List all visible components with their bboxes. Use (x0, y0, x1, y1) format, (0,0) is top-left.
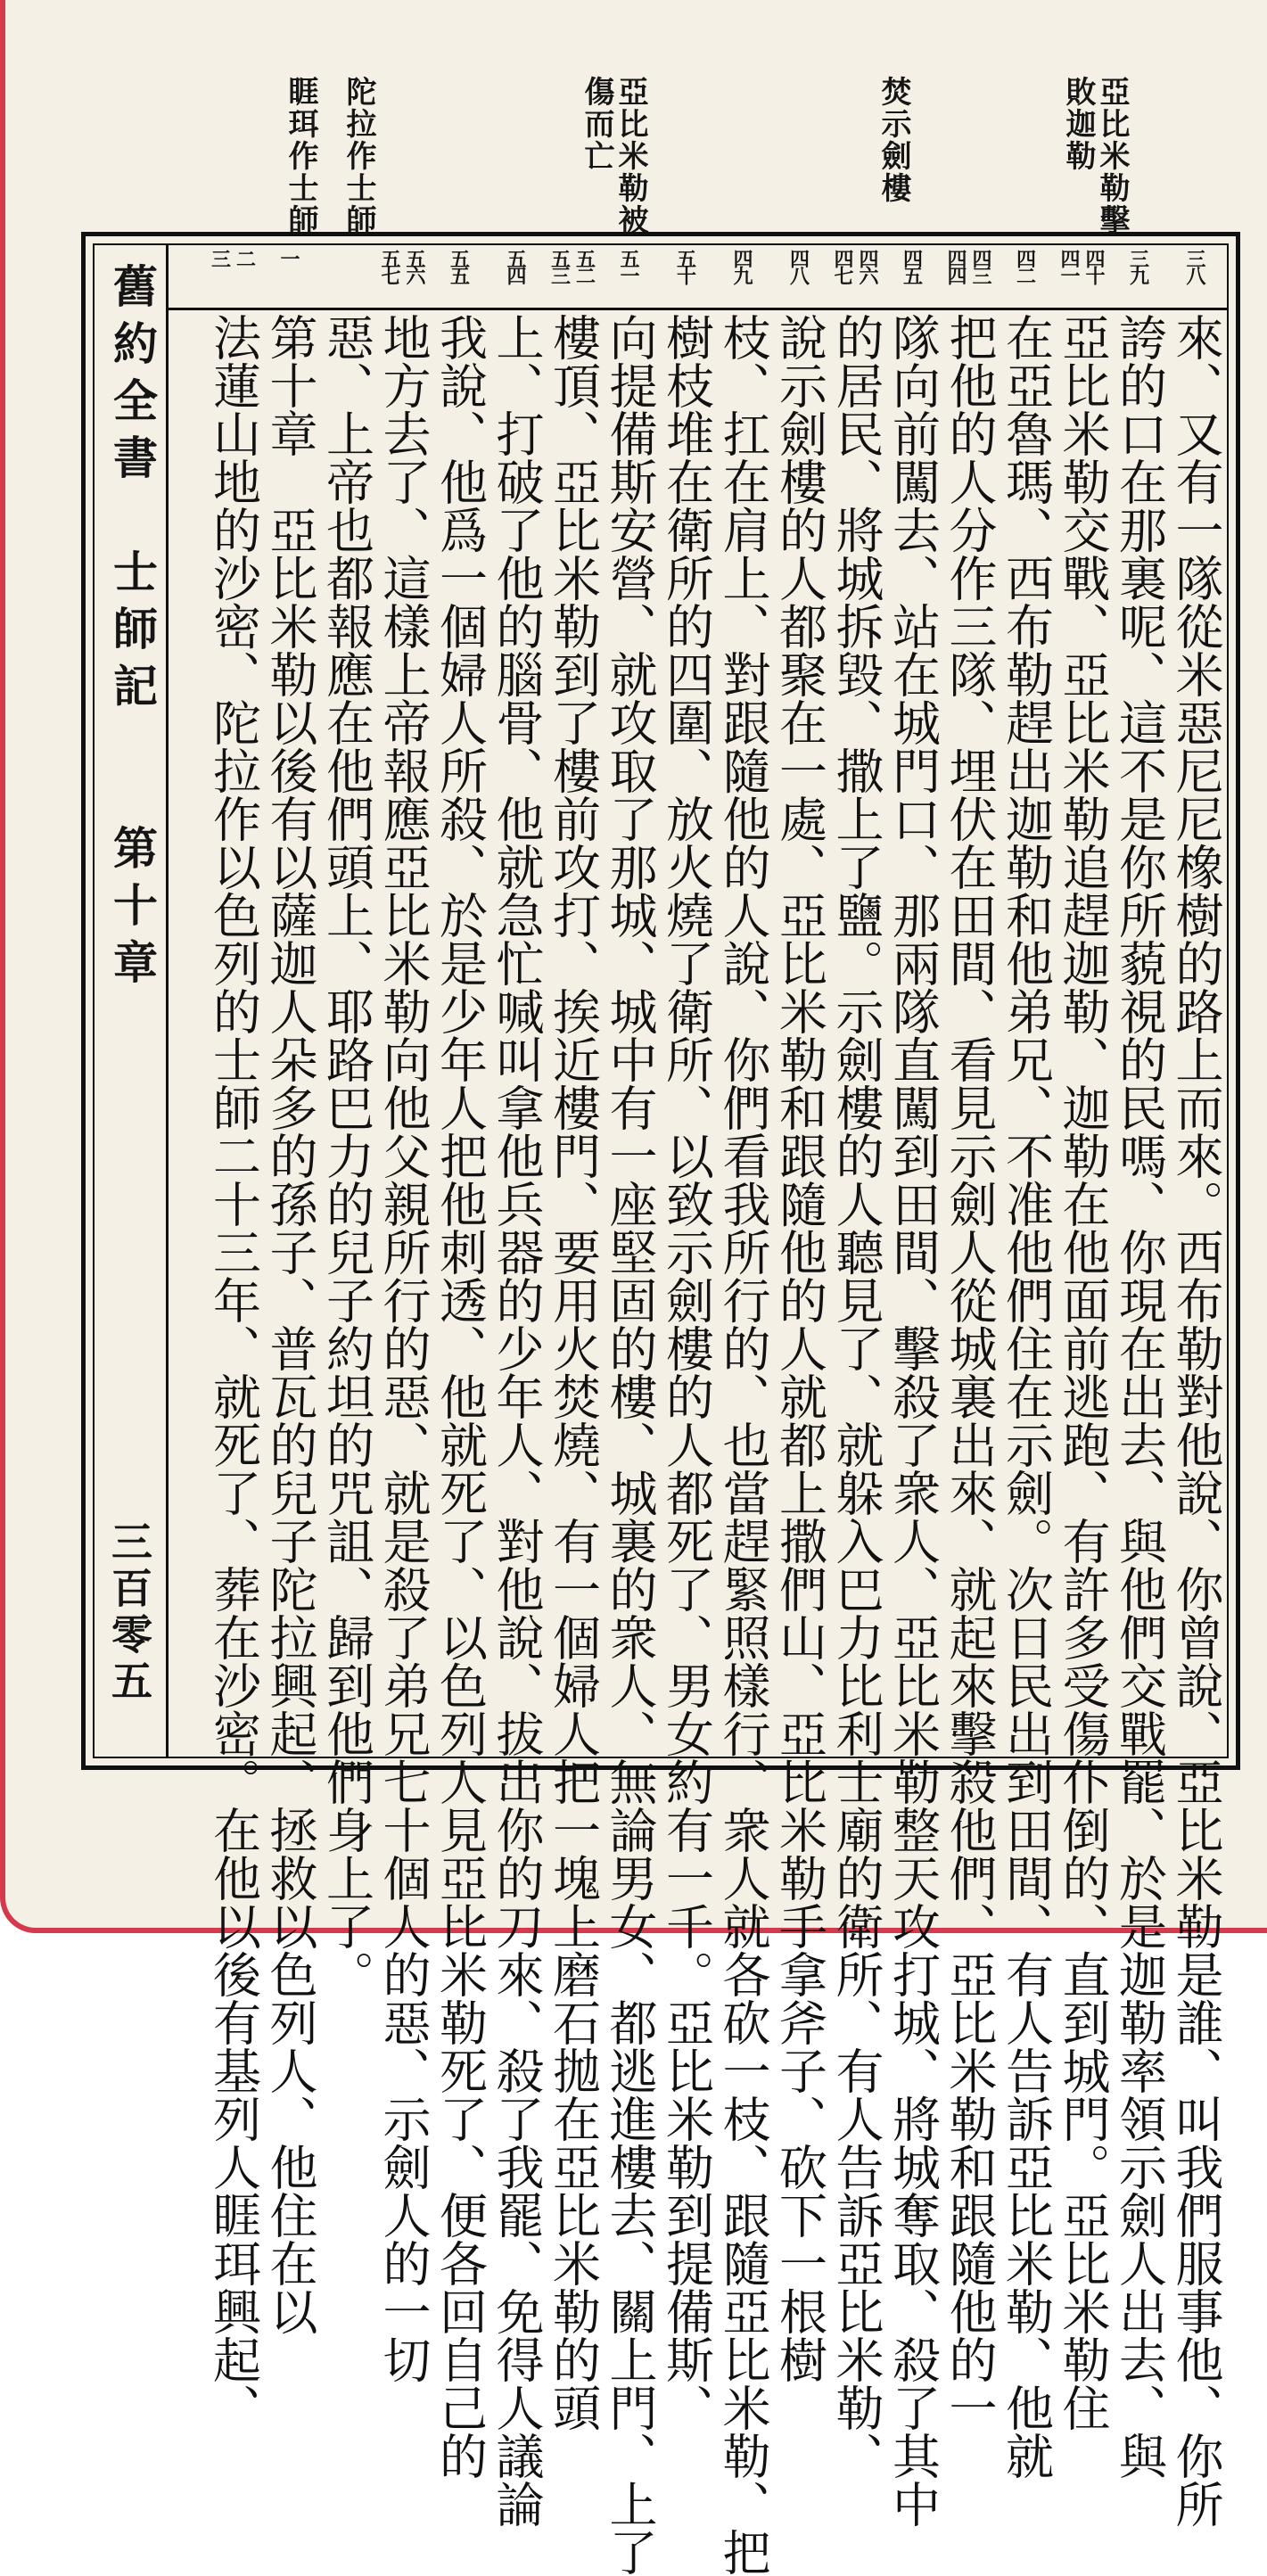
chapter-label: 第十章 (106, 825, 159, 996)
margin-note: 睚珥作士師 (283, 76, 318, 236)
text-column: 樓頂、亞比米勒到了樓前攻打、挨近樓門、要用火焚燒、有一個婦人把一塊上磨石拋在亞比米勒的頭 (545, 313, 602, 2432)
verse-number: 五四 (504, 249, 527, 283)
verse-number: 四八 (786, 249, 810, 283)
text-column: 上、打破了他的腦骨、他就急忙喊叫拿他兵器的少年人、對他說、拔出你的刀來、殺了我罷、免得人議論 (489, 313, 545, 2528)
text-column: 樹枝堆在衛所的四圍、放火燒了衛所、以致示劍樓的人都死了、男女約有一千。亞比米勒到提備斯、 (658, 313, 715, 2432)
verse-number: 四一 (1057, 249, 1081, 283)
text-frame (81, 232, 1240, 2576)
verse-number: 三八 (1183, 249, 1206, 283)
verse-number: 三九 (1126, 249, 1150, 283)
text-column: 說示劍樓的人都聚在一處、亞比米勒和跟隨他的人就都上撒們山、亞比米勒手拿斧子、砍下一根樹 (771, 313, 828, 2383)
margin-note: 亞比米勒被 傷而亡 (579, 76, 648, 236)
verse-number: 四七 (831, 249, 854, 283)
text-column: 亞比米勒交戰、亞比米勒追趕迦勒、迦勒在他面前逃跑、有許多受傷仆倒的、直到城門。亞比米勒住 (1055, 313, 1111, 2432)
margin-note: 焚示劍樓 (876, 76, 911, 204)
text-column: 在亞魯瑪、西布勒趕出迦勒和他弟兄、不准他們住在示劍。次日民出到田間、有人告訴亞比米勒、他就 (998, 313, 1055, 2480)
verse-number: 五三 (547, 249, 572, 283)
verse-number: 四十 (1082, 249, 1106, 283)
text-column: 我說、他爲一個婦人所殺、於是少年人把他刺透、他就死了、以色列人見亞比米勒死了、便各回自己的 (432, 313, 489, 2480)
running-header (95, 245, 169, 1757)
verse-number: 五五 (447, 249, 471, 283)
text-column: 的居民、將城拆毀、撒上了鹽。示劍樓的人聽見了、就躲入巴力比利士廟的衛所、有人告訴亞比米勒、 (828, 313, 884, 2480)
text-column: 第十章 亞比米勒以後有以薩迦人朵多的孫子、普瓦的兒子陀拉興起、拯救以色列人、他住在以 (262, 313, 318, 2335)
verse-number-row (166, 245, 1227, 310)
margin-notes (166, 76, 1178, 236)
verse-number: 四五 (900, 249, 924, 283)
book-name: 士師記 (106, 548, 159, 720)
text-column: 法蓮山地的沙密、陀拉作以色列的士師二十三年、就死了、葬在沙密。在他以後有基列人睚珥興起、 (205, 313, 262, 2432)
book-title: 舊約全書 (106, 263, 159, 491)
verse-number: 四六 (856, 249, 879, 283)
text-column: 來、又有一隊從米惡尼尼橡樹的路上而來。西布勒對他說、你曾說、亞比米勒是誰、叫我們服事他、你所 (1168, 313, 1224, 2528)
verse-number: 四三 (969, 249, 992, 283)
verse-number: 五一 (617, 249, 640, 283)
verse-number: 三 (208, 249, 232, 266)
verse-number: 五七 (378, 249, 401, 283)
page-number: 三百零五 (105, 1520, 153, 1706)
verse-number: 四九 (730, 249, 753, 283)
verse-number: 二 (233, 249, 257, 266)
text-column: 惡、上帝也都報應在他們頭上、耶路巴力的兒子約坦的咒詛、歸到他們身上了。 (318, 313, 375, 1998)
text-column: 把他的人分作三隊、埋伏在田間、看見示劍人從城裏出來、就起來擊殺他們、亞比米勒和跟隨他的一 (942, 313, 998, 2432)
verse-number: 五二 (572, 249, 596, 283)
verse-number: 四二 (1013, 249, 1037, 283)
text-columns (166, 308, 1227, 2576)
text-column: 誇的口在那裏呢、這不是你所藐視的民嗎、你現在出去、與他們交戰罷、於是迦勒率領示劍人出去、與 (1111, 313, 1168, 2480)
margin-note: 陀拉作士師 (341, 76, 376, 236)
verse-number: 四四 (944, 249, 967, 283)
verse-number: 五六 (403, 249, 426, 283)
text-column: 地方去了、這樣上帝報應亞比米勒向他父親所行的惡、就是殺了弟兄七十個人的惡、示劍人的一切 (375, 313, 432, 2383)
verse-number: 五十 (673, 249, 697, 283)
verse-number: 一 (277, 249, 300, 266)
text-column: 枝、扛在肩上、對跟隨他的人說、你們看我所行的、也當趕緊照樣行、衆人就各砍一枝、跟隨亞比米勒、把 (715, 313, 771, 2576)
text-column: 向提備斯安營、就攻取了那城、城中有一座堅固的樓、城裏的衆人、無論男女、都逃進樓去、關上門、上了 (602, 313, 658, 2576)
text-column: 隊向前闖去、站在城門口、那兩隊直闖到田間、擊殺了衆人、亞比米勒整天攻打城、將城奪取、殺了其中 (884, 313, 942, 2528)
margin-note: 亞比米勒擊 敗迦勒 (1060, 76, 1130, 236)
